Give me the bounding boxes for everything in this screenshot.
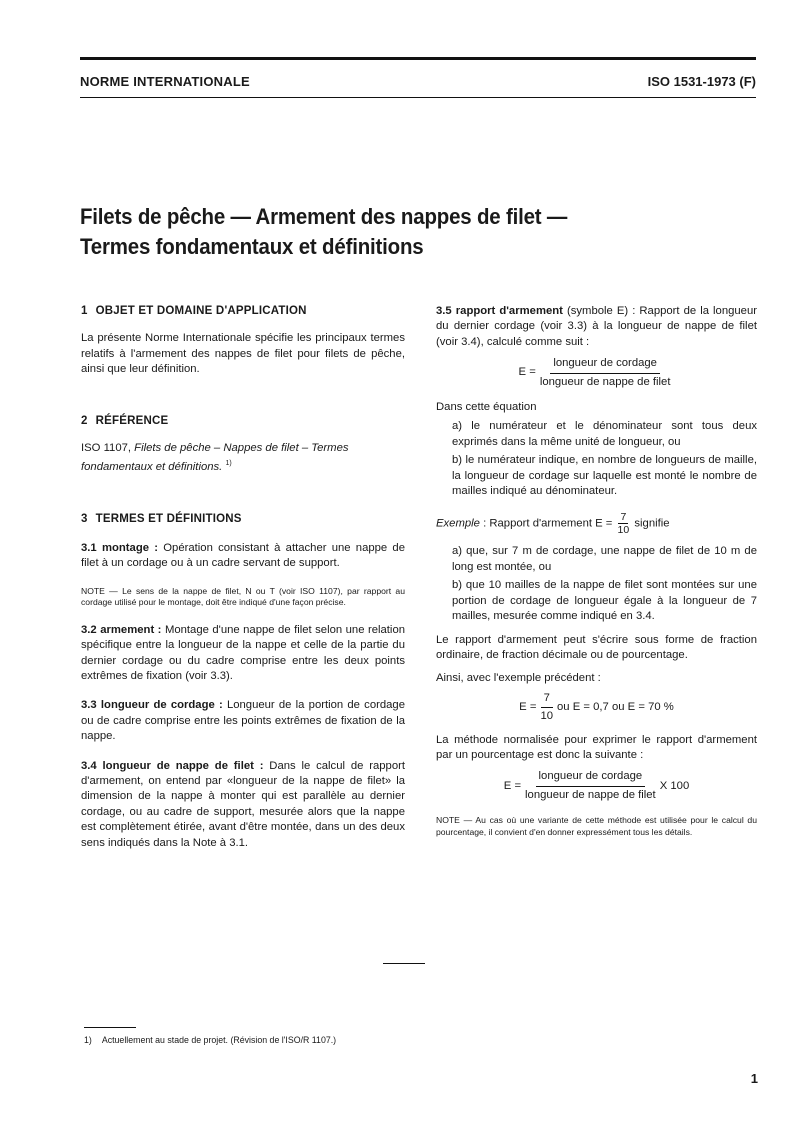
- definition-3-3: 3.3 longueur de cordage : Longueur de la portion de cordage ou de cadre comprise entre les points extrêmes de fixation de la nappe.: [81, 699, 405, 743]
- header-standard-number: ISO 1531-1973 (F): [647, 74, 756, 89]
- left-column: [81, 304, 405, 851]
- end-rule: [383, 963, 425, 964]
- example-items: [436, 544, 757, 624]
- title-line-2: Termes fondamentaux et définitions: [80, 234, 424, 259]
- section-1-text: La présente Norme Internationale spécifie les principaux termes relatifs à l'armement des nappes de filet pour filets de pêche, ainsi que leur définition.: [81, 332, 405, 376]
- header-standard-type: NORME INTERNATIONALE: [80, 74, 250, 89]
- definition-3-5: 3.5 rapport d'armement (symbole E) : Rapport de la longueur du dernier cordage (voir 3.3) à la longueur de nappe de filet (voir 3.4), calculé comme suit :: [436, 305, 758, 348]
- equation-items: [436, 419, 757, 499]
- top-rule: [80, 57, 756, 60]
- definition-3-1: 3.1 montage : Opération consistant à attacher une nappe de filet à un cordage ou à un cadre servant de support.: [81, 542, 405, 570]
- formula-ratio-numerator: longueur de cordage: [550, 356, 660, 373]
- section-3-heading: 3 TERMES ET DÉFINITIONS: [81, 512, 242, 525]
- equation-item-a: a) le numérateur et le dénominateur sont tous deux exprimés dans la même unité de longueur, ou: [452, 420, 757, 448]
- end-note: NOTE — Au cas où une variante de cette méthode est utilisée pour le calcul du pourcentage, il convient d'en donner expressément tous les détails.: [436, 815, 757, 837]
- formula-percentage: E = $\frac{\text{longueur de cordage}}{\text{longueur de nappe de filet}}$ X 100: [503, 770, 690, 801]
- footnote-rule: [84, 1027, 136, 1028]
- definition-3-1-note: NOTE — Le sens de la nappe de filet, N ou T (voir ISO 1107), par rapport au cordage utilisé pour le montage, doit être indiqué d'une façon précise.: [81, 585, 405, 608]
- formula-example: E = $\frac{7}{10}$ ou E = 0,7 ou E = 70 %: [519, 691, 674, 723]
- example-item-b: b) que 10 mailles de la nappe de filet sont montées sur une portion de cordage de longueur égale à la longueur de 7 mailles, mesurée comme indiqué en 3.4.: [452, 579, 757, 623]
- ainsi-paragraph: Ainsi, avec l'exemple précédent :: [436, 672, 601, 685]
- formula-ratio: E = $\frac{\text{longueur de cordage}}{\text{longueur de nappe de filet}}$: [436, 356, 757, 390]
- page-number: 1: [750, 1071, 758, 1086]
- methode-paragraph: La méthode normalisée pour exprimer le rapport d'armement par un pourcentage est donc la suivante :: [436, 733, 757, 761]
- section-2-heading: 2 RÉFÉRENCE: [81, 414, 169, 427]
- example-item-a: a) que, sur 7 m de cordage, une nappe de filet de 10 m de long est montée, ou: [452, 545, 757, 573]
- example-line: Exemple : Rapport d'armement E = $\frac{7}{10}$ signifie: [436, 511, 670, 537]
- equation-intro: Dans cette équation: [436, 401, 537, 414]
- definition-3-4: 3.4 longueur de nappe de filet : Dans le calcul de rapport d'armement, on entend par «longueur de la nappe de filet» la dimension de la nappe à monter qui est parallèle au dernier cordage, ou au cadre de support, mesurée alors que la nappe est complètement étirée, avant d'être montée, dans un des deux sens indiqués dans la Note à 3.1.: [81, 759, 405, 849]
- equation-item-b: b) le numérateur indique, en nombre de longueurs de maille, la longueur de cordage sur laquelle est monté le nombre de mailles indiqué au dénominateur.: [452, 454, 757, 498]
- title-line-1: Filets de pêche — Armement des nappes de filet —: [80, 204, 568, 229]
- footnote: 1) Actuellement au stade de projet. (Révision de l'ISO/R 1107.): [84, 1035, 337, 1045]
- document-title: [80, 202, 694, 262]
- right-column: [436, 304, 757, 838]
- section-2-reference: ISO 1107, Filets de pêche – Nappes de filet – Termes fondamentaux et définitions. $^{1)}$: [81, 442, 349, 474]
- fraction-paragraph: Le rapport d'armement peut s'écrire sous forme de fraction ordinaire, de fraction décimale ou de pourcentage.: [436, 633, 757, 661]
- section-1-heading: 1 OBJET ET DOMAINE D'APPLICATION: [81, 305, 307, 317]
- formula-ratio-denominator: longueur de nappe de filet: [539, 375, 671, 388]
- header-rule: [80, 97, 756, 98]
- definition-3-2: 3.2 armement : Montage d'une nappe de filet selon une relation spécifique entre la longueur de la nappe et celle de la partie du dernier cordage ou du cadre comprise entre les deux points extrêmes de fixation (voir 3.3).: [81, 623, 406, 683]
